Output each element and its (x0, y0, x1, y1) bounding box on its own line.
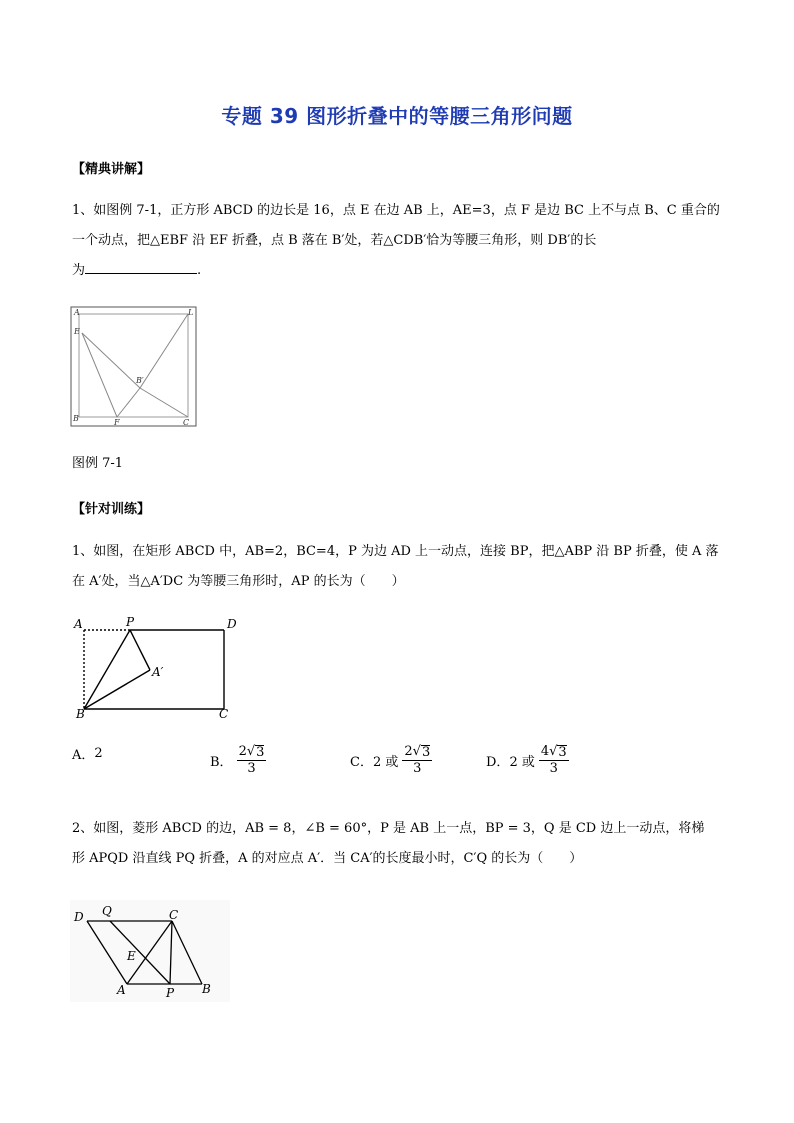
choice-a[interactable] (72, 744, 103, 763)
section-heading-explanation: 【精典讲解】 (72, 162, 151, 177)
label-q: Q (102, 904, 112, 918)
choice-b-fraction: 2√ 3 3 (238, 744, 265, 776)
figure-rectangle-abcd (70, 612, 250, 720)
choice-b[interactable] (210, 744, 266, 777)
label-a: A (117, 983, 126, 997)
label-c: C (219, 707, 229, 720)
figure-caption: 图例 7-1 (72, 456, 124, 471)
label-c: C (183, 418, 190, 427)
figure-rhombus-abcd (70, 900, 230, 1002)
label-c: C (169, 908, 179, 922)
label-b: B (76, 707, 85, 720)
question-1 (72, 537, 722, 597)
q1-line-2: 在 A′处，当△A′DC 为等腰三角形时，AP 的长为（ ） (72, 574, 405, 589)
segment-ef (82, 333, 117, 417)
choice-d[interactable] (486, 744, 569, 777)
page-title: 专题 39 图形折叠中的等腰三角形问题 (221, 104, 573, 128)
segment-pa-prime (130, 630, 150, 670)
label-e: E (127, 949, 136, 963)
question-2 (72, 814, 722, 874)
example-line-3-prefix: 为 (72, 263, 86, 278)
choice-c-label: C． (350, 755, 373, 770)
segment-fb-prime (117, 388, 140, 417)
figure-square-abcd (70, 306, 198, 428)
example-line-1: 1、如图例 7-1，正方形 ABCD 的边长是 16，点 E 在边 AB 上，AE=3，点 F 是边 BC 上不与点 B、C 重合的 (72, 203, 720, 218)
q2-line-1: 2、如图，菱形 ABCD 的边，AB = 8，∠B = 60°，P 是 AB 上一点，BP = 3，Q 是 CD 边上一动点，将梯 (72, 821, 705, 836)
segment-bp (84, 630, 130, 709)
label-f: F (114, 418, 120, 427)
figure-outer-border (71, 307, 196, 426)
label-d: L (188, 308, 194, 317)
example-line-3 (72, 256, 722, 286)
label-a: A (74, 617, 83, 631)
label-p: P (126, 615, 135, 629)
label-b: B (73, 414, 79, 423)
choice-a-value: 2 (94, 746, 103, 761)
answer-blank (85, 260, 197, 274)
choice-a-label: A． (72, 748, 95, 763)
section-heading-training: 【针对训练】 (72, 502, 151, 517)
q1-line-1: 1、如图，在矩形 ABCD 中，AB=2，BC=4，P 为边 AD 上一动点，连接 BP，把△ABP 沿 BP 折叠，使 A 落 (72, 544, 719, 559)
label-b-prime: B′ (136, 376, 144, 385)
example-line-3-suffix: . (197, 263, 202, 278)
segment-eb-prime (82, 333, 140, 388)
label-b: B (202, 982, 211, 996)
label-e: E (74, 327, 80, 336)
segment-ba-prime (84, 670, 150, 709)
label-a: A (74, 308, 80, 317)
label-d: D (227, 617, 237, 631)
label-d: D (74, 910, 84, 924)
example-line-2: 一个动点，把△EBF 沿 EF 折叠，点 B 落在 B′处，若△CDB′恰为等腰三角形，则 DB′的长 (72, 233, 597, 248)
choice-c-prefix: 2 或 (372, 755, 399, 770)
example-problem (72, 196, 722, 286)
choice-b-label: B． (210, 755, 233, 770)
label-p: P (166, 986, 175, 1000)
choice-d-fraction: 4√ 3 3 (540, 744, 567, 776)
choice-c-fraction: 2√ 3 3 (404, 744, 431, 776)
segment-b-prime-d (140, 314, 188, 388)
choice-d-label: D． (486, 755, 510, 770)
choice-c[interactable] (350, 744, 432, 777)
segment-b-prime-c (140, 388, 188, 417)
choice-d-prefix: 2 或 (509, 755, 535, 770)
q2-line-2: 形 APQD 沿直线 PQ 折叠，A 的对应点 A′．当 CA′的长度最小时，C′Q 的长为（ ） (72, 851, 583, 866)
label-a-prime: A′ (152, 665, 164, 679)
